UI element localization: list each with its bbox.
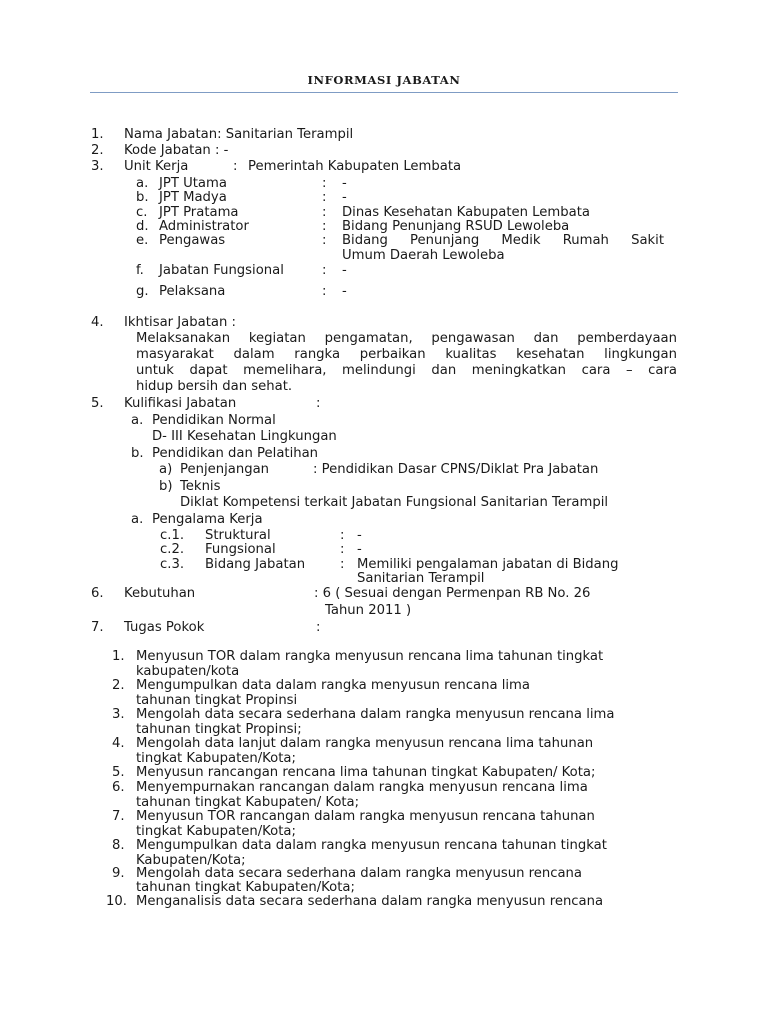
- training-label: Pendidikan dan Pelatihan: [152, 446, 319, 461]
- unit-item-separator: :: [322, 219, 327, 234]
- section-4-number: 4.: [91, 315, 104, 330]
- duty-number: 1.: [112, 649, 125, 664]
- unit-item-value: -: [342, 176, 347, 191]
- unit-item-value: Bidang Penunjang RSUD Lewoleba: [342, 219, 570, 234]
- unit-item-label: JPT Utama: [159, 176, 227, 191]
- section-5-separator: :: [316, 396, 321, 411]
- unit-item-value-continued: Umum Daerah Lewoleba: [342, 248, 505, 263]
- experience-item-value: -: [357, 542, 362, 557]
- section-3-value: Pemerintah Kabupaten Lembata: [248, 159, 462, 174]
- duty-number: 2.: [112, 678, 125, 693]
- duty-text-continued: tingkat Kabupaten/Kota;: [136, 751, 296, 766]
- unit-item-separator: :: [322, 190, 327, 205]
- training-sub-label: Penjenjangan: [180, 462, 270, 477]
- duty-text: Mengolah data secara sederhana dalam rangka menyusun rencana: [136, 866, 582, 881]
- section-1-number: 1.: [91, 127, 104, 142]
- experience-item-number: c.1.: [160, 528, 185, 543]
- unit-item-label: Jabatan Fungsional: [159, 263, 284, 278]
- unit-item-separator: :: [322, 205, 327, 220]
- duty-text: Menyusun TOR rancangan dalam rangka menyusun rencana tahunan: [136, 809, 595, 824]
- unit-item-separator: :: [322, 233, 327, 248]
- duty-text: Mengolah data lanjut dalam rangka menyusun rencana lima tahunan: [136, 736, 594, 751]
- section-6-value: : 6 ( Sesuai dengan Permenpan RB No. 26: [314, 586, 591, 601]
- duty-text: Mengolah data secara sederhana dalam rangka menyusun rencana lima: [136, 707, 615, 722]
- experience-item-label: Fungsional: [205, 542, 276, 557]
- section-6-number: 6.: [91, 586, 104, 601]
- unit-item-label: Pengawas: [159, 233, 226, 248]
- duty-number: 6.: [112, 780, 125, 795]
- duty-text: Menyusun TOR dalam rangka menyusun rencana lima tahunan tingkat: [136, 649, 604, 664]
- duty-text-continued: tahunan tingkat Propinsi: [136, 693, 298, 708]
- experience-letter: a.: [131, 512, 144, 527]
- section-3-separator: :: [233, 159, 238, 174]
- education-letter: a.: [131, 413, 144, 428]
- experience-item-separator: :: [340, 528, 345, 543]
- section-6-label: Kebutuhan: [124, 586, 196, 601]
- experience-item-label: Bidang Jabatan: [205, 557, 306, 572]
- unit-item-label: JPT Pratama: [159, 205, 239, 220]
- unit-item-letter: g.: [136, 284, 149, 299]
- training-letter: b.: [131, 446, 144, 461]
- duty-text: Mengumpulkan data dalam rangka menyusun rencana lima: [136, 678, 530, 693]
- duty-text: Mengumpulkan data dalam rangka menyusun rencana tahunan tingkat: [136, 838, 607, 853]
- duty-text: Menganalisis data secara sederhana dalam rangka menyusun rencana: [136, 894, 604, 909]
- section-5-label: Kulifikasi Jabatan: [124, 396, 237, 411]
- unit-item-separator: :: [322, 263, 327, 278]
- unit-item-value: Dinas Kesehatan Kabupaten Lembata: [342, 205, 590, 220]
- experience-item-separator: :: [340, 557, 345, 572]
- section-7-number: 7.: [91, 620, 104, 635]
- unit-item-value: Bidang Penunjang Medik Rumah Sakit: [342, 233, 664, 248]
- duty-text-continued: tingkat Kabupaten/Kota;: [136, 824, 296, 839]
- duty-text-continued: kabupaten/kota: [136, 664, 240, 679]
- summary-line: untuk dapat memelihara, melindungi dan meningkatkan cara – cara: [136, 363, 677, 378]
- duty-text: Menyempurnakan rancangan dalam rangka menyusun rencana lima: [136, 780, 588, 795]
- unit-item-separator: :: [322, 284, 327, 299]
- experience-item-value: -: [357, 528, 362, 543]
- duty-number: 10.: [106, 894, 127, 909]
- title-underline: [90, 92, 678, 93]
- duty-number: 7.: [112, 809, 125, 824]
- training-sub-letter: a): [159, 462, 173, 477]
- experience-item-label: Struktural: [205, 528, 271, 543]
- unit-item-value: -: [342, 190, 347, 205]
- training-sub-value: : Pendidikan Dasar CPNS/Diklat Pra Jabatan: [313, 462, 599, 477]
- duty-number: 3.: [112, 707, 125, 722]
- section-2-text: Kode Jabatan : -: [124, 143, 229, 158]
- education-value: D- III Kesehatan Lingkungan: [152, 429, 337, 444]
- training-sub-letter: b): [159, 479, 173, 494]
- summary-line: masyarakat dalam rangka perbaikan kualitas kesehatan lingkungan: [136, 347, 677, 362]
- unit-item-separator: :: [322, 176, 327, 191]
- unit-item-label: Pelaksana: [159, 284, 226, 299]
- education-label: Pendidikan Normal: [152, 413, 276, 428]
- duty-text-continued: Kabupaten/Kota;: [136, 853, 246, 868]
- section-7-label: Tugas Pokok: [124, 620, 205, 635]
- duty-number: 5.: [112, 765, 125, 780]
- experience-item-separator: :: [340, 542, 345, 557]
- section-3-label: Unit Kerja: [124, 159, 189, 174]
- experience-item-value-continued: Sanitarian Terampil: [357, 571, 485, 586]
- experience-item-number: c.2.: [160, 542, 185, 557]
- section-4-label: Ikhtisar Jabatan :: [124, 315, 236, 330]
- section-3-number: 3.: [91, 159, 104, 174]
- training-sub-label: Teknis: [180, 479, 221, 494]
- duty-number: 9.: [112, 866, 125, 881]
- unit-item-letter: b.: [136, 190, 149, 205]
- section-1-text: Nama Jabatan: Sanitarian Terampil: [124, 127, 354, 142]
- unit-item-letter: a.: [136, 176, 149, 191]
- unit-item-value: -: [342, 284, 347, 299]
- unit-item-label: Administrator: [159, 219, 249, 234]
- unit-item-letter: c.: [136, 205, 148, 220]
- summary-line: Melaksanakan kegiatan pengamatan, pengawasan dan pemberdayaan: [136, 331, 677, 346]
- experience-item-value: Memiliki pengalaman jabatan di Bidang: [357, 557, 619, 572]
- section-6-value-continued: Tahun 2011 ): [325, 603, 412, 618]
- experience-item-number: c.3.: [160, 557, 185, 572]
- summary-line: hidup bersih dan sehat.: [136, 379, 293, 394]
- unit-item-letter: e.: [136, 233, 149, 248]
- unit-item-letter: d.: [136, 219, 149, 234]
- section-7-separator: :: [316, 620, 321, 635]
- unit-item-letter: f.: [136, 263, 144, 278]
- section-2-number: 2.: [91, 143, 104, 158]
- duty-text-continued: tahunan tingkat Propinsi;: [136, 722, 302, 737]
- duty-number: 8.: [112, 838, 125, 853]
- duty-text: Menyusun rancangan rencana lima tahunan tingkat Kabupaten/ Kota;: [136, 765, 596, 780]
- section-5-number: 5.: [91, 396, 104, 411]
- unit-item-value: -: [342, 263, 347, 278]
- unit-item-label: JPT Madya: [159, 190, 227, 205]
- duty-text-continued: tahunan tingkat Kabupaten/ Kota;: [136, 795, 360, 810]
- experience-label: Pengalama Kerja: [152, 512, 263, 527]
- duty-text-continued: tahunan tingkat Kabupaten/Kota;: [136, 880, 355, 895]
- duty-number: 4.: [112, 736, 125, 751]
- page-title: INFORMASI JABATAN: [307, 73, 461, 87]
- training-sub-value: Diklat Kompetensi terkait Jabatan Fungsional Sanitarian Terampil: [180, 495, 609, 510]
